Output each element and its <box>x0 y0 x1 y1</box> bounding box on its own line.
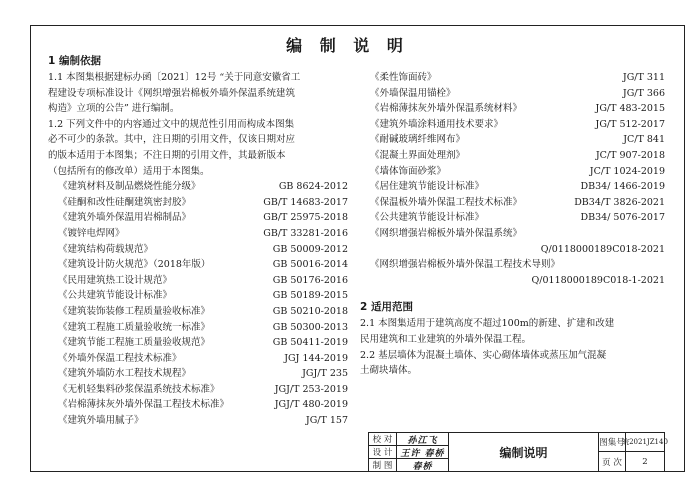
standard-name: 《公共建筑节能设计标准》 <box>58 290 173 302</box>
standard-name: 《耐碱玻璃纤维网布》 <box>370 134 466 146</box>
standard-code: GB/T 33281-2016 <box>263 227 348 239</box>
standards-list-left <box>48 179 348 429</box>
section-2-heading: 2 适用范围 <box>360 301 413 314</box>
drawing-title: 编制说明 <box>449 433 599 472</box>
standard-item <box>48 351 348 367</box>
standard-name: 《建筑装饰装修工程质量验收标准》 <box>58 305 211 317</box>
standard-name: 《民用建筑热工设计规范》 <box>58 274 173 286</box>
standard-name: 《硅酮和改性硅酮建筑密封胶》 <box>58 196 192 208</box>
standard-name: 《公共建筑节能设计标准》 <box>370 212 485 224</box>
standard-code: GB 50300-2013 <box>272 321 348 333</box>
page-label: 页 次 <box>599 452 626 472</box>
text-line: 构造》立项的公告” 进行编制。 <box>48 103 180 115</box>
standard-item <box>48 413 348 429</box>
text-line: 土砌块墙体。 <box>360 365 418 377</box>
standard-code: DB34/ 1466-2019 <box>580 181 665 193</box>
check-signature: 孙江飞 <box>397 433 449 446</box>
standard-code: JG/T 483-2015 <box>595 103 665 115</box>
standard-item <box>360 101 665 117</box>
page-number: 2 <box>626 452 665 472</box>
standard-code: Q/0118000189C018-1-2021 <box>531 274 665 286</box>
standard-item <box>48 257 348 273</box>
standard-name: 《混凝土界面处理剂》 <box>370 149 466 161</box>
standard-code: JC/T 841 <box>623 134 665 146</box>
text-line: 程建设专项标准设计《网织增强岩棉板外墙外保温系统建筑 <box>48 87 296 99</box>
draw-signature: 春桥 <box>397 459 449 472</box>
standard-item <box>48 397 348 413</box>
left-column <box>48 54 348 429</box>
standard-name: 《网织增强岩棉板外墙外保温系统》 <box>370 227 523 239</box>
text-line: 2.1 本图集适用于建筑高度不超过100m的新建、扩建和改建 <box>360 318 615 330</box>
standard-name: 《岩棉薄抹灰外墙外保温工程技术标准》 <box>58 399 230 411</box>
standard-code: JG/T 512-2017 <box>595 118 665 130</box>
standard-code: JG/T 311 <box>622 72 665 83</box>
standard-code: JC/T 1024-2019 <box>589 165 665 177</box>
standard-name: 《建筑节能工程施工质量验收规范》 <box>58 337 211 349</box>
title-block <box>368 432 668 472</box>
standard-item <box>360 70 665 86</box>
text-line: 必不可少的条款。其中，注日期的引用文件，仅该日期对应 <box>48 134 296 146</box>
standards-list-right-long <box>360 226 665 288</box>
standard-name: 《居住建筑节能设计标准》 <box>370 181 485 193</box>
standard-item <box>48 179 348 195</box>
standard-code: GB 50411-2019 <box>272 337 348 349</box>
check-label: 校 对 <box>369 433 397 446</box>
standard-code: GB 50176-2016 <box>272 274 348 286</box>
atlas-number-label: 图集号 <box>599 433 626 452</box>
standard-name: 《建筑外墙防水工程技术规程》 <box>58 368 192 380</box>
standard-name: 《保温板外墙外保温工程技术标准》 <box>370 196 523 208</box>
standard-item <box>48 226 348 242</box>
standard-item <box>48 288 348 304</box>
standard-code: GB/T 25975-2018 <box>263 212 348 224</box>
standard-item <box>360 226 665 257</box>
standard-name: 《建筑结构荷载规范》 <box>58 243 154 255</box>
standard-code: GB 50210-2018 <box>272 305 348 317</box>
standard-name: 《岩棉薄抹灰外墙外保温系统材料》 <box>370 103 523 115</box>
draw-label: 制 图 <box>369 459 397 472</box>
standard-code: GB 50016-2014 <box>272 259 348 271</box>
standard-item <box>360 257 665 288</box>
standard-name: 《建筑外墙用腻子》 <box>58 415 144 427</box>
standard-item <box>48 195 348 211</box>
standard-name: 《建筑设计防火规范》（2018年版） <box>58 259 211 271</box>
text-line: 的版本适用于本图集；不注日期的引用文件，其最新版本 <box>48 149 286 161</box>
atlas-number: 皖2021JZ140 <box>626 433 665 452</box>
standard-code: JGJ/T 480-2019 <box>274 399 348 411</box>
section-1-para-2 <box>48 117 348 179</box>
standard-code: GB 8624-2012 <box>278 181 348 193</box>
standard-name: 《镀锌电焊网》 <box>58 227 125 239</box>
standard-item <box>48 382 348 398</box>
standard-item <box>360 195 665 211</box>
standard-item <box>48 304 348 320</box>
standard-code: GB 50009-2012 <box>272 243 348 255</box>
standard-item <box>48 242 348 258</box>
standard-item <box>360 132 665 148</box>
standard-item <box>48 210 348 226</box>
page-title: 编 制 说 明 <box>286 36 409 55</box>
section-1-para-1 <box>48 70 348 117</box>
standard-code: JGJ/T 235 <box>302 368 348 380</box>
standard-item <box>360 179 665 195</box>
standard-name: 《外墙外保温工程技术标准》 <box>58 352 182 364</box>
standard-item <box>360 86 665 102</box>
standard-name: 《建筑工程施工质量验收统一标准》 <box>58 321 211 333</box>
standard-item <box>360 148 665 164</box>
section-1-heading: 1 编制依据 <box>48 55 101 67</box>
text-line: 1.2 下列文件中的内容通过文中的规范性引用而构成本图集 <box>48 118 295 130</box>
standard-code: Q/0118000189C018-2021 <box>540 243 665 255</box>
standard-item <box>48 320 348 336</box>
standard-code: JG/T 366 <box>622 87 665 99</box>
standard-code: JGJ 144-2019 <box>284 352 348 364</box>
standard-item <box>48 335 348 351</box>
text-line: （包括所有的修改单）适用于本图集。 <box>48 165 210 177</box>
standard-name: 《墙体饰面砂浆》 <box>370 165 447 177</box>
standard-name: 《建筑外墙外保温用岩棉制品》 <box>58 212 192 224</box>
standard-code: GB/T 14683-2017 <box>263 196 348 208</box>
standard-name: 《外墙保温用锚栓》 <box>370 87 456 99</box>
standards-list-right <box>360 70 665 226</box>
standard-name: 《网织增强岩棉板外墙外保温工程技术导则》 <box>370 259 561 271</box>
standard-name: 《建筑外墙涂料通用技术要求》 <box>370 118 504 130</box>
standard-item <box>360 164 665 180</box>
standard-name: 《无机轻集料砂浆保温系统技术标准》 <box>58 383 220 395</box>
standard-item <box>48 273 348 289</box>
standard-code: GB 50189-2015 <box>272 290 348 302</box>
text-line: 2.2 基层墙体为混凝土墙体、实心砌体墙体或蒸压加气混凝 <box>360 349 607 361</box>
design-signature: 王许 春桥 <box>397 446 449 459</box>
standard-item <box>360 117 665 133</box>
standard-name: 《建筑材料及制品燃烧性能分级》 <box>58 181 201 193</box>
design-label: 设 计 <box>369 446 397 459</box>
text-line: 1.1 本图集根据建标办函〔2021〕12号 “关于同意安徽省工 <box>48 72 301 83</box>
text-line: 民用建筑和工业建筑的外墙外保温工程。 <box>360 333 532 345</box>
right-column <box>360 70 665 379</box>
standard-item <box>48 366 348 382</box>
standard-item <box>360 210 665 226</box>
standard-code: JC/T 907-2018 <box>595 149 665 161</box>
standard-name: 《柔性饰面砖》 <box>370 72 437 83</box>
standard-code: DB34/ 5076-2017 <box>580 212 665 224</box>
standard-code: JGJ/T 253-2019 <box>274 383 348 395</box>
standard-code: JG/T 157 <box>305 415 348 427</box>
standard-code: DB34/T 3826-2021 <box>574 196 665 208</box>
